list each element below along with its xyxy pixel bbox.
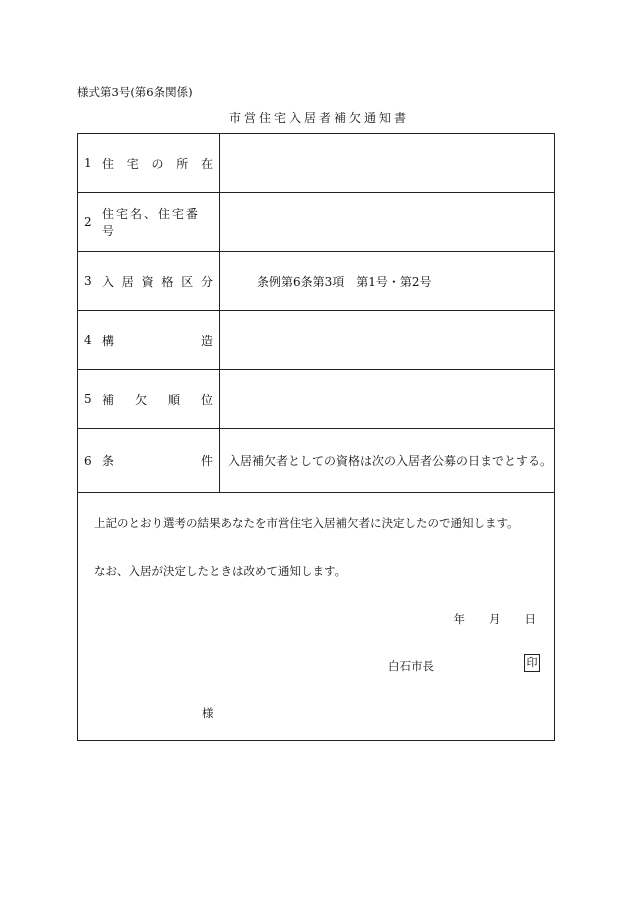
date-year: 年 [453, 612, 465, 626]
label-char: 構 [102, 333, 115, 348]
notice-form-table [77, 133, 555, 741]
notice-body [78, 493, 555, 741]
issuer-name: 白石市長 [388, 659, 434, 673]
label-char: 分 [200, 274, 213, 289]
table-row-housing-name [78, 193, 555, 252]
label-cell-address [78, 134, 220, 193]
value-substitute-rank [220, 370, 555, 429]
table-row-structure [78, 311, 555, 370]
label-char: 居 [121, 274, 134, 289]
label-char: の [151, 156, 164, 171]
label-qualification [102, 273, 213, 290]
date-line [454, 611, 537, 627]
label-cell-structure [78, 311, 220, 370]
label-char: 格 [161, 274, 174, 289]
label-cell-conditions [78, 429, 220, 493]
label-char: 入 [102, 274, 115, 289]
row-number: 5 [84, 392, 92, 406]
label-char: 宅 [126, 156, 139, 171]
label-cell-qualification [78, 252, 220, 311]
notice-paragraph-followup: なお、入居が決定したときは改めて通知します。 [94, 564, 347, 578]
value-housing-name [220, 193, 555, 252]
date-month: 月 [489, 612, 501, 626]
label-char: 資 [141, 274, 154, 289]
notice-paragraph-result: 上記のとおり選考の結果あなたを市営住宅入居補欠者に決定したので通知します。 [94, 516, 519, 530]
label-char: 条 [102, 454, 115, 468]
label-char: 住 [102, 156, 115, 171]
row-number: 3 [84, 274, 92, 288]
value-structure [220, 311, 555, 370]
table-row-substitute-rank [78, 370, 555, 429]
row-number: 1 [84, 156, 92, 170]
label-char: 区 [181, 274, 194, 289]
form-number: 様式第3号(第6条関係) [77, 85, 193, 99]
row-number: 6 [84, 453, 92, 468]
label-substitute-rank [102, 391, 213, 408]
table-row-address [78, 134, 555, 193]
label-char: 所 [176, 156, 189, 171]
document-title: 市営住宅入居者補欠通知書 [228, 111, 409, 125]
label-conditions [102, 452, 213, 469]
label-housing-name: 住宅名、住宅番号 [102, 207, 201, 238]
value-address [220, 134, 555, 193]
label-address [102, 155, 213, 172]
label-char: 在 [200, 156, 213, 171]
seal-mark: 印 [524, 654, 540, 672]
label-char: 欠 [134, 392, 147, 407]
label-char: 造 [200, 333, 213, 348]
label-char: 位 [200, 392, 213, 407]
label-char: 順 [167, 392, 180, 407]
row-number: 4 [84, 333, 92, 347]
label-cell-substitute-rank [78, 370, 220, 429]
label-structure [102, 332, 213, 349]
label-cell-housing-name [78, 193, 220, 252]
notice-body-row [78, 493, 555, 741]
table-row-conditions [78, 429, 555, 493]
date-day: 日 [524, 612, 536, 626]
value-qualification: 条例第6条第3項 第1号・第2号 [220, 252, 555, 311]
row-number: 2 [84, 215, 92, 229]
label-char: 補 [102, 392, 115, 407]
label-char: 件 [200, 454, 213, 468]
value-conditions: 入居補欠者としての資格は次の入居者公募の日までとする。 [220, 429, 555, 493]
table-row-qualification [78, 252, 555, 311]
recipient-suffix: 様 [202, 706, 214, 720]
